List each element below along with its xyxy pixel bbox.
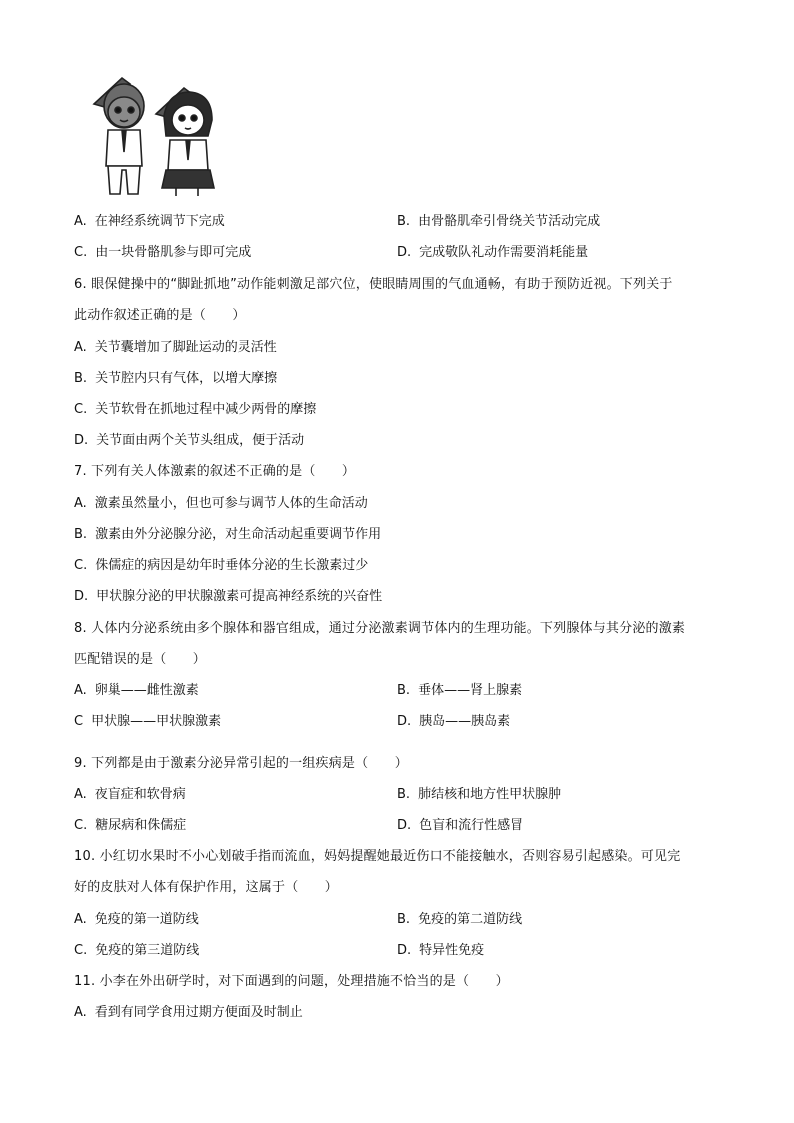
option-text: 免疫的第二道防线 xyxy=(418,912,523,927)
q7-option-b[interactable] xyxy=(74,527,381,543)
q7-stem: 7. 下列有关人体激素的叙述不正确的是（ ） xyxy=(74,464,356,479)
option-label: D. xyxy=(397,943,412,958)
option-text: 甲状腺——甲状腺激素 xyxy=(91,714,222,729)
q11-stem: 11. 小李在外出研学时，对下面遇到的问题，处理措施不恰当的是（ ） xyxy=(74,974,509,989)
option-label: C xyxy=(74,714,84,729)
option-label: D. xyxy=(397,714,412,729)
q10-stem-line1: 10. 小红切水果时不小心划破手指而流血，妈妈提醒她最近伤口不能接触水，否则容易引起感染。可见完 xyxy=(74,849,681,864)
q8-stem-line1: 8. 人体内分泌系统由多个腺体和器官组成，通过分泌激素调节体内的生理功能。下列腺体与其分泌的激素 xyxy=(74,621,686,636)
q8-option-d[interactable] xyxy=(397,714,510,730)
option-text: 垂体——肾上腺素 xyxy=(418,683,523,698)
option-text: 关节软骨在抓地过程中减少两骨的摩擦 xyxy=(95,402,317,417)
option-label: D. xyxy=(397,818,412,833)
q10-stem-line2: 好的皮肤对人体有保护作用，这属于（ ） xyxy=(74,880,339,895)
option-text: 卵巢——雌性激素 xyxy=(94,683,199,698)
saluting-students-illustration xyxy=(86,66,240,198)
option-label: B. xyxy=(397,214,411,229)
option-text: 肺结核和地方性甲状腺肿 xyxy=(418,787,562,802)
option-text: 完成敬队礼动作需要消耗能量 xyxy=(419,245,589,260)
option-text: 特异性免疫 xyxy=(419,943,485,958)
q5-option-d[interactable] xyxy=(397,245,588,261)
boy-figure xyxy=(94,78,144,194)
option-text: 糖尿病和侏儒症 xyxy=(95,818,187,833)
option-text: 激素虽然量小，但也可参与调节人体的生命活动 xyxy=(94,496,368,511)
option-text: 由骨骼肌牵引骨绕关节活动完成 xyxy=(418,214,601,229)
q10-option-a[interactable] xyxy=(74,912,199,928)
option-label: D. xyxy=(74,433,89,448)
option-label: C. xyxy=(74,558,88,573)
option-text: 免疫的第一道防线 xyxy=(94,912,199,927)
option-label: C. xyxy=(74,943,88,958)
option-label: A. xyxy=(74,787,87,802)
option-label: B. xyxy=(397,912,411,927)
q7-option-d[interactable] xyxy=(74,589,382,605)
q5-option-a[interactable] xyxy=(74,214,225,230)
q7-option-c[interactable] xyxy=(74,558,368,574)
q8-option-a[interactable] xyxy=(74,683,199,699)
q9-option-a[interactable] xyxy=(74,787,186,803)
option-label: B. xyxy=(397,787,411,802)
option-label: D. xyxy=(74,589,89,604)
option-label: A. xyxy=(74,1005,87,1020)
option-text: 关节腔内只有气体，以增大摩擦 xyxy=(95,371,278,386)
option-text: 胰岛——胰岛素 xyxy=(419,714,511,729)
q10-option-b[interactable] xyxy=(397,912,522,928)
option-text: 侏儒症的病因是幼年时垂体分泌的生长激素过少 xyxy=(95,558,369,573)
girl-figure xyxy=(156,88,214,196)
q6-option-c[interactable] xyxy=(74,402,316,418)
q5-option-c[interactable] xyxy=(74,245,251,261)
option-label: B. xyxy=(74,527,88,542)
option-text: 色盲和流行性感冒 xyxy=(419,818,524,833)
q8-stem-line2: 匹配错误的是（ ） xyxy=(74,652,207,667)
option-text: 激素由外分泌腺分泌，对生命活动起重要调节作用 xyxy=(95,527,382,542)
option-text: 在神经系统调节下完成 xyxy=(94,214,225,229)
q10-option-c[interactable] xyxy=(74,943,199,959)
option-label: A. xyxy=(74,214,87,229)
option-text: 看到有同学食用过期方便面及时制止 xyxy=(94,1005,303,1020)
q9-option-d[interactable] xyxy=(397,818,523,834)
q8-option-c[interactable] xyxy=(74,714,221,730)
option-label: A. xyxy=(74,340,87,355)
q5-option-b[interactable] xyxy=(397,214,600,230)
option-text: 关节囊增加了脚趾运动的灵活性 xyxy=(94,340,277,355)
q11-option-a[interactable] xyxy=(74,1005,303,1021)
q6-option-d[interactable] xyxy=(74,433,304,449)
option-label: A. xyxy=(74,496,87,511)
option-label: C. xyxy=(74,245,88,260)
option-label: C. xyxy=(74,818,88,833)
option-text: 由一块骨骼肌参与即可完成 xyxy=(95,245,252,260)
option-label: A. xyxy=(74,912,87,927)
option-label: B. xyxy=(74,371,88,386)
option-text: 免疫的第三道防线 xyxy=(95,943,200,958)
option-text: 夜盲症和软骨病 xyxy=(94,787,186,802)
q8-option-b[interactable] xyxy=(397,683,522,699)
q9-option-c[interactable] xyxy=(74,818,186,834)
q6-option-b[interactable] xyxy=(74,371,277,387)
q6-option-a[interactable] xyxy=(74,340,277,356)
option-label: D. xyxy=(397,245,412,260)
option-label: C. xyxy=(74,402,88,417)
q6-stem-line1: 6. 眼保健操中的“脚趾抓地”动作能刺激足部穴位，使眼睛周围的气血通畅，有助于预防近视。下列关于 xyxy=(74,277,673,292)
q6-stem-line2: 此动作叙述正确的是（ ） xyxy=(74,308,246,323)
option-text: 关节面由两个关节头组成，便于活动 xyxy=(96,433,305,448)
q10-option-d[interactable] xyxy=(397,943,484,959)
option-label: B. xyxy=(397,683,411,698)
q9-option-b[interactable] xyxy=(397,787,561,803)
q7-option-a[interactable] xyxy=(74,496,368,512)
option-text: 甲状腺分泌的甲状腺激素可提高神经系统的兴奋性 xyxy=(96,589,383,604)
q9-stem: 9. 下列都是由于激素分泌异常引起的一组疾病是（ ） xyxy=(74,756,408,771)
option-label: A. xyxy=(74,683,87,698)
